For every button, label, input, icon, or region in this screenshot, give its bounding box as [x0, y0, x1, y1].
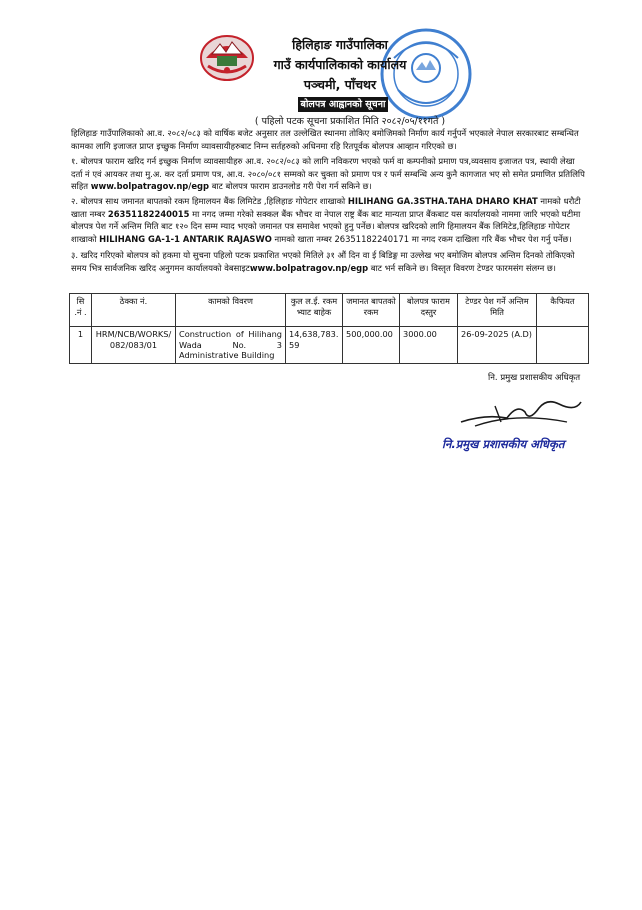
egp-website-link[interactable]: www.bolpatragov.np/egp	[90, 181, 210, 191]
publication-note: ( पहिलो पटक सूचना प्रकाशित मिति २०८२/०५/११गते )	[254, 116, 446, 127]
clause-3	[71, 249, 585, 274]
clause-1-after: बाट बोलपत्र फाराम डाउनलोड गरी पेश गर्न सकिने छ।	[209, 181, 372, 191]
cell-remarks	[537, 327, 589, 364]
clause-2-part1: २. बोलपत्र साथ जमानत बापतको रकम हिमालयन बैंक लिमिटेड ,हिलिहाङ गोपेटार शाखाको	[71, 196, 348, 206]
office-name: गाउँ कार्यपालिकाको कार्यालय	[273, 57, 407, 72]
municipality-name: हिलिहाङ गाउँपालिका	[292, 37, 388, 52]
intro-paragraph: हिलिहाङ गाउँपालिकाको आ.व. २०८२/०८३ को वार्षिक बजेट अनुसार तल उल्लेखित स्थानमा तोकिए बमोजिमको निर्माण कार्य गर्नुपर्ने भएकाले नेपाल सरकारबाट सम्बन्धित कामका लागि इजाजत प्राप्त इच्छुक निर्माण व्यावसायीहरुबाट निम्न सर्तहरुको अधिनमा रहि रितपूर्वक बोलपत्र आव्हान गरिएको छ।	[71, 128, 579, 151]
col-header-estimate: कुल ल.ई. रकम भ्याट बाहेक	[286, 294, 343, 327]
signatory-title-stamp: नि.प्रमुख प्रशासकीय अधिकृत	[442, 437, 565, 451]
col-header-security: जमानत बापतको रकम	[343, 294, 400, 327]
col-header-remarks: कैफियत	[537, 294, 589, 327]
clause-1	[71, 155, 585, 193]
cell-sn: 1	[70, 327, 92, 364]
cell-estimate: 14,638,783.59	[286, 327, 343, 364]
table-row	[70, 327, 589, 364]
notice-title: बोलपत्र आह्वानको सूचना	[298, 97, 388, 112]
col-header-last-date: टेण्डर पेश गर्ने अन्तिम मिति	[458, 294, 537, 327]
cell-fee: 3000.00	[400, 327, 458, 364]
office-location: पञ्चमी, पाँचथर	[303, 77, 377, 92]
clause-1-text: १. बोलपत्र फाराम खरिद गर्न इच्छुक निर्माण व्यावसायीहरु आ.व. २०८२/०८३ को लागि नविकरण भएको फर्म वा कम्पनीको प्रमाण पत्र,व्यवसाय इजाजत पत्र, स्थायी लेखा दर्ता नं एवं आयकर तथा मु.अ. कर दर्ता प्रमाण पत्र, आ.व. २०८०/०८१ सम्मको कर चुक्ता को प्रमाण पत्र र फर्म सम्बन्धि अन्य कुनै कागजात भए सो समेत प्रमाणित प्रतिलिपि सहित	[71, 156, 585, 191]
cell-last-date: 26-09-2025 (A.D)	[458, 327, 537, 364]
clause-3-after: बाट भर्न सकिने छ। विस्तृत विवरण टेण्डर फारमसंग संलग्न छ।	[368, 262, 556, 273]
clause-2-part2: नामको धरौटी खाता नम्बर	[71, 196, 581, 219]
clause-2-part4: नामको खाता नम्बर 26351182240171 मा नगद रकम दाखिला गरि बैंक भौचर पेश गर्नु पर्नेछ।	[271, 233, 572, 244]
clause-3-text: ३. खरिद गरिएको बोलपत्र को हकमा यो सुचना पहिलो पटक प्रकाशित भएको मितिले ३१ औं दिन वा ई बिडिङ्ग मा उल्लेख भए बमोजिम बोलपत्र अन्तिम दिनको तोकिएको समय भित्र सार्वजनिक खरिद अनुगमन कार्यालयको वेबसाइट	[71, 250, 575, 273]
clause-2-part3: मा नगद जम्मा गरेको सक्कल बैंक भौचर वा नेपाल राष्ट्र बैंक बाट मान्यता प्राप्त बैंकबाट यस कार्यालयको नाममा जारि भएको घटीमा बोलपत्र पेश गर्ने अन्तिम मिति बाट १२० दिन सम्म म्याद भएको जमानत पत्र समावेश भएको हुनु पर्नेछ। बोलपत्र खरिदको लागि हिमालयन बैंक लिमिटेड,हिलिहाङ गोपेटार शाखाको	[71, 208, 581, 244]
deposit-account-number: 26351182240015	[107, 208, 190, 219]
cell-contract-no: HRM/NCB/WORKS/082/083/01	[92, 327, 176, 364]
col-header-sn: सि .नं .	[70, 294, 92, 327]
cell-security: 500,000.00	[343, 327, 400, 364]
col-header-contract-no: ठेक्का नं.	[92, 294, 176, 327]
table-header-row	[70, 294, 589, 327]
signatory-label: नि. प्रमुख प्रशासकीय अधिकृत	[488, 373, 581, 383]
col-header-description: कामको विवरण	[176, 294, 286, 327]
egp-website-link-2[interactable]: www.bolpatragov.np/egp	[249, 262, 369, 273]
clause-2	[71, 195, 585, 245]
revenue-account-name: HILIHANG GA-1-1 ANTARIK RAJASWO	[99, 233, 272, 244]
cell-description: Construction of Hilihang Wada No. 3 Administrative Building	[176, 327, 286, 364]
signature-icon	[455, 392, 585, 432]
col-header-fee: बोलपत्र फाराम दस्तुर	[400, 294, 458, 327]
tender-table	[69, 293, 589, 364]
deposit-account-name: HILIHANG GA.3STHA.TAHA DHARO KHAT	[347, 196, 538, 206]
